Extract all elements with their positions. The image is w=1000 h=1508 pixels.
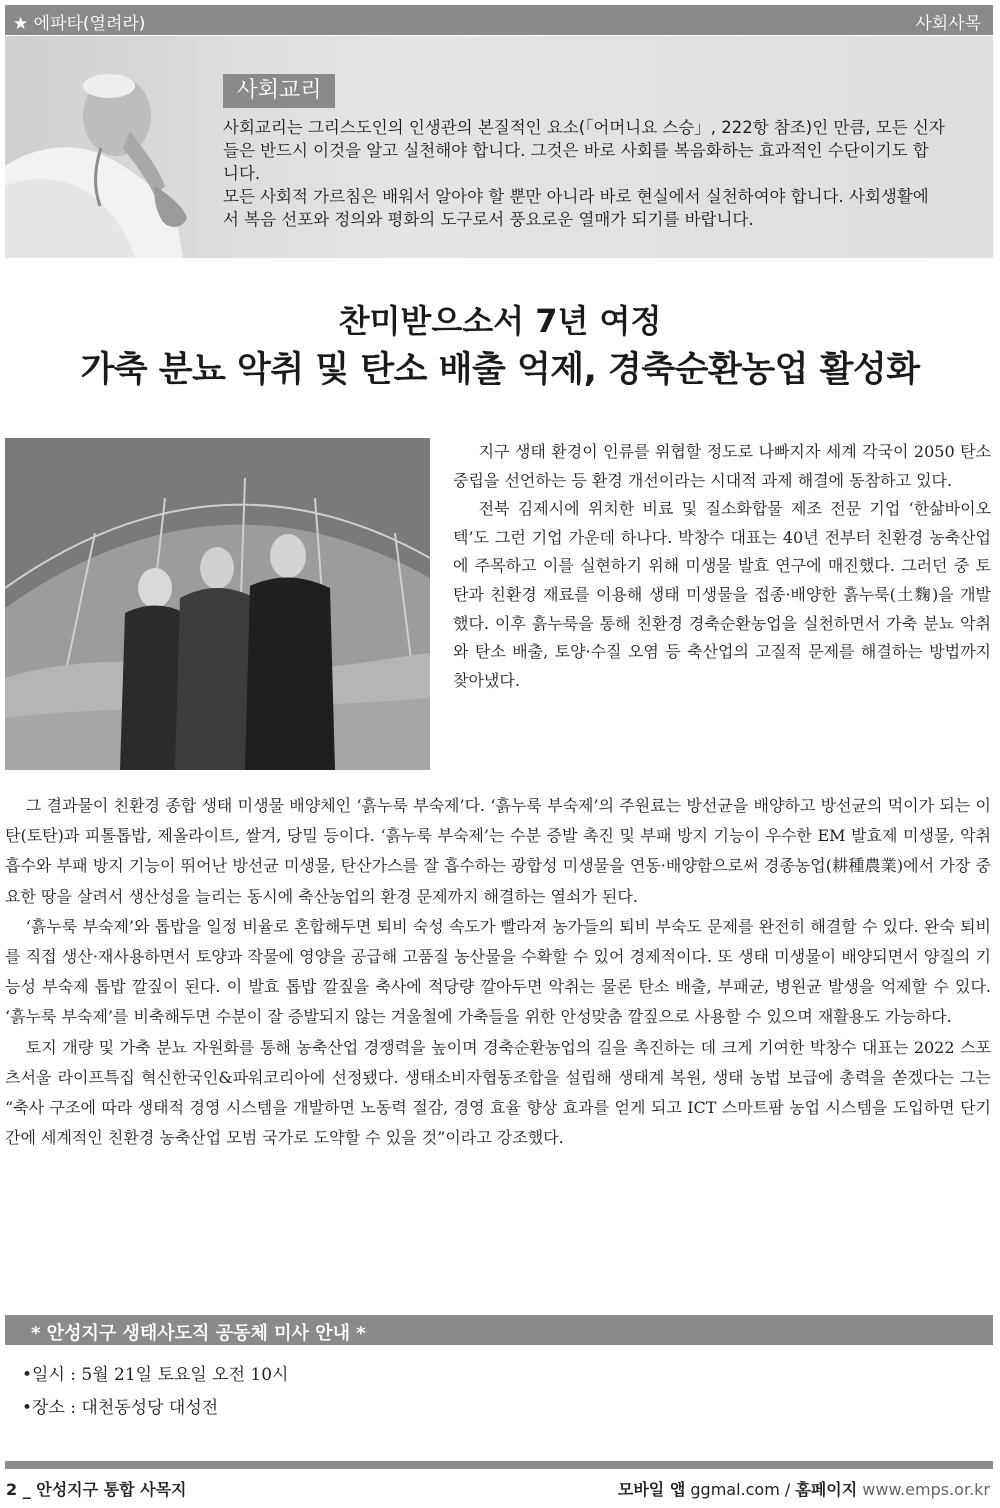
notice-place: •장소 : 대천동성당 대성전 [22,1398,219,1418]
section-right-label: 사회사목 [915,14,981,34]
section-left-label: ★ 에파타(열려라) [13,14,146,34]
footer-separator: / [779,1480,796,1499]
praying-pope-image [5,36,220,258]
article-paragraph: 전북 김제시에 위치한 비료 및 질소화합물 제조 전문 기업 ‘한삶바이오텍’도 그런 기업 가운데 하나다. 박창수 대표는 40년 전부터 친환경 농축산업에 주목하고 이를 실현하기 위해 미생물 발효 연구에 매진했다. 그러던 중 토탄과 친환경 재료를 이용해 생태 미생물을 접종·배양한 흙누룩(土麴)을 개발했다. 이후 흙누룩을 통해 친환경 경축순환농업을 실천하면서 가축 분뇨 악취와 탄소 배출, 토양·수질 오염 등 축산업의 고질적 문제를 해결하는 방법까지 찾아냈다. [453,499,991,690]
social-teaching-text [223,116,983,231]
article-body [5,791,991,1153]
headline-line-1: 찬미받으소서 7년 여정 [338,302,662,340]
section-header-bar [5,5,993,35]
footer-links [618,1477,990,1500]
article-column-right [453,438,991,695]
footer-home-label: 홈페이지 [795,1480,858,1499]
notice-title: * 안성지구 생태사도직 공동체 미사 안내 * [31,1323,366,1344]
article-headline [0,298,1000,396]
social-teaching-line: 니다. [223,164,261,183]
footer-divider [5,1461,993,1469]
notice-date: •일시 : 5월 21일 토요일 오전 10시 [22,1365,289,1385]
notice-title-bar [5,1315,993,1345]
footer-app-link[interactable]: ggmal.com [690,1480,780,1499]
social-teaching-line: 서 복음 선포와 정의와 평화의 도구로서 풍요로운 열매가 되기를 바랍니다. [223,210,754,229]
article-paragraph: 지구 생태 환경이 인류를 위협할 정도로 나빠지자 세계 각국이 2050 탄소중립을 선언하는 등 환경 개선이라는 시대적 과제 해결에 동참하고 있다. [453,442,991,490]
footer-app-label: 모바일 앱 [617,1480,686,1499]
footer-page-label: 2 _ 안성지구 통합 사목지 [6,1480,187,1499]
footer-web-link[interactable]: www.emps.or.kr [862,1480,990,1499]
social-teaching-line: 들은 반드시 이것을 알고 실천해야 합니다. 그것은 바로 사회를 복음화하는 효과적인 수단이기도 합 [223,141,929,160]
headline-line-2: 가축 분뇨 악취 및 탄소 배출 억제, 경축순환농업 활성화 [80,350,920,390]
social-teaching-line: 모든 사회적 가르침은 배워서 알아야 할 뿐만 아니라 바로 현실에서 실천하여야 합니다. 사회생활에 [223,187,929,206]
article-paragraph: 토지 개량 및 가축 분뇨 자원화를 통해 농축산업 경쟁력을 높이며 경축순환농업의 길을 촉진하는 데 크게 기여한 박창수 대표는 2022 스포츠서울 라이프특집 혁신한국인&파워코리아에 선정됐다. 생태소비자협동조합을 설립해 생태계 복원, 생태 농법 보급에 총력을 쏟겠다는 그는 “축사 구조에 따라 생태적 경영 시스템을 개발하면 노동력 절감, 경영 효율 향상 효과를 얻게 되고 ICT 스마트팜 농업 시스템을 도입하면 단기간에 세계적인 친환경 농축산업 모범 국가로 도약할 수 있을 것”이라고 강조했다. [5,1037,991,1148]
article-paragraph: 그 결과물이 친환경 종합 생태 미생물 배양체인 ‘흙누룩 부숙제’다. ‘흙누룩 부숙제’의 주원료는 방선균을 배양하고 방선균의 먹이가 되는 이탄(토탄)과 피톨톱밥, 제올라이트, 쌀겨, 당밀 등이다. ‘흙누룩 부숙제’는 수분 증발 촉진 및 부패 방지 기능이 우수한 EM 발효제 미생물, 악취 흡수와 부패 방지 기능이 뛰어난 방선균 미생물, 탄산가스를 잘 흡수하는 광합성 미생물을 연동·배양함으로써 경종농업(耕種農業)에서 가장 중요한 땅을 살려서 생산성을 늘리는 동시에 축산농업의 환경 문제까지 해결하는 열쇠가 된다. [5,796,991,906]
social-teaching-banner [5,36,993,258]
social-teaching-title: 사회교리 [223,74,335,108]
article-photo [5,438,430,770]
article-paragraph: ‘흙누룩 부숙제’와 톱밥을 일정 비율로 혼합해두면 퇴비 숙성 속도가 빨라져 농가들의 퇴비 부숙도 문제를 완전히 해결할 수 있다. 완숙 퇴비를 직접 생산·재사용하면서 토양과 작물에 영양을 공급해 고품질 농산물을 수확할 수 있어 경제적이다. 또 생태 미생물이 배양되면서 양질의 기능성 부숙제 톱밥 깔짚이 된다. 이 발효 톱밥 깔짚을 축사에 적당량 깔아두면 악취는 물론 탄소 배출, 부패균, 병원균 발생을 억제할 수 있다. ‘흙누룩 부숙제’를 비축해두면 수분이 잘 증발되지 않는 겨울철에 가축들을 위한 안성맞춤 깔짚으로 사용할 수 있으며 재활용도 가능하다. [5,916,991,1027]
social-teaching-line: 사회교리는 그리스도인의 인생관의 본질적인 요소(「어머니요 스승」, 222항 참조)인 만큼, 모든 신자 [223,118,945,137]
